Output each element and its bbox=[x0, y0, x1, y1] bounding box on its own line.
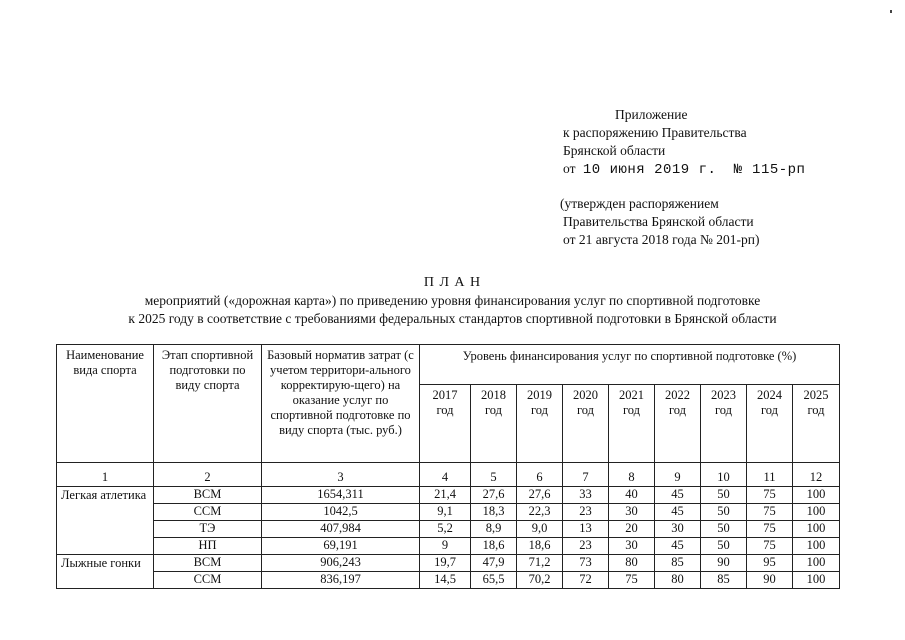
level-cell: 85 bbox=[655, 555, 701, 572]
stage-cell: ССМ bbox=[154, 504, 262, 521]
level-cell: 80 bbox=[609, 555, 655, 572]
scan-mark bbox=[890, 10, 892, 13]
level-cell: 85 bbox=[701, 572, 747, 589]
column-number: 3 bbox=[262, 463, 420, 487]
level-cell: 90 bbox=[701, 555, 747, 572]
level-cell: 9,1 bbox=[420, 504, 471, 521]
header-norm: Базовый норматив затрат (с учетом территори-ального корректирую-щего) на оказание услуг по спортивной подготовке по виду спорта (тыс. руб.) bbox=[262, 345, 420, 463]
level-cell: 9,0 bbox=[517, 521, 563, 538]
norm-cell: 1654,311 bbox=[262, 487, 420, 504]
level-cell: 65,5 bbox=[471, 572, 517, 589]
year-word: год bbox=[622, 403, 641, 417]
header-year-2024 bbox=[747, 385, 793, 463]
level-cell: 13 bbox=[563, 521, 609, 538]
year-word: год bbox=[530, 403, 549, 417]
level-cell: 70,2 bbox=[517, 572, 563, 589]
norm-cell: 836,197 bbox=[262, 572, 420, 589]
stage-cell: НП bbox=[154, 538, 262, 555]
column-number: 12 bbox=[793, 463, 840, 487]
level-cell: 73 bbox=[563, 555, 609, 572]
year-value: 2019 bbox=[527, 388, 552, 402]
year-word: год bbox=[714, 403, 733, 417]
table-header-row bbox=[57, 345, 840, 385]
header-year-2021 bbox=[609, 385, 655, 463]
sport-name-cell: Лыжные гонки bbox=[57, 555, 154, 589]
level-cell: 75 bbox=[747, 504, 793, 521]
header-year-2020 bbox=[563, 385, 609, 463]
level-cell: 50 bbox=[701, 538, 747, 555]
level-cell: 100 bbox=[793, 521, 840, 538]
year-value: 2021 bbox=[619, 388, 644, 402]
level-cell: 80 bbox=[655, 572, 701, 589]
plan-subtitle-line-1: мероприятий («дорожная карта») по приведению уровня финансирования услуг по спортивной подготовке bbox=[144, 293, 761, 308]
level-cell: 30 bbox=[609, 538, 655, 555]
norm-cell: 906,243 bbox=[262, 555, 420, 572]
year-value: 2022 bbox=[665, 388, 690, 402]
approved-line-1: (утвержден распоряжением bbox=[560, 196, 719, 211]
norm-cell: 407,984 bbox=[262, 521, 420, 538]
level-cell: 21,4 bbox=[420, 487, 471, 504]
level-cell: 23 bbox=[563, 504, 609, 521]
column-number: 10 bbox=[701, 463, 747, 487]
order-number-sign: № bbox=[733, 162, 743, 178]
header-level: Уровень финансирования услуг по спортивной подготовке (%) bbox=[420, 345, 840, 385]
level-cell: 75 bbox=[747, 487, 793, 504]
plan-heading: П Л А Н bbox=[423, 275, 482, 290]
header-year-2023 bbox=[701, 385, 747, 463]
stage-cell: ТЭ bbox=[154, 521, 262, 538]
approved-line-3: от 21 августа 2018 года № 201-рп) bbox=[563, 232, 760, 247]
level-cell: 47,9 bbox=[471, 555, 517, 572]
level-cell: 90 bbox=[747, 572, 793, 589]
level-cell: 5,2 bbox=[420, 521, 471, 538]
column-number: 8 bbox=[609, 463, 655, 487]
level-cell: 40 bbox=[609, 487, 655, 504]
level-cell: 75 bbox=[747, 538, 793, 555]
level-cell: 14,5 bbox=[420, 572, 471, 589]
table-row bbox=[57, 555, 840, 572]
column-number: 6 bbox=[517, 463, 563, 487]
level-cell: 18,6 bbox=[517, 538, 563, 555]
year-value: 2018 bbox=[481, 388, 506, 402]
header-year-2018 bbox=[471, 385, 517, 463]
table-row bbox=[57, 487, 840, 504]
header-stage: Этап спортивной подготовки по виду спорта bbox=[154, 345, 262, 463]
level-cell: 50 bbox=[701, 487, 747, 504]
plan-subtitle-line-2: к 2025 году в соответствие с требованиями федеральных стандартов спортивной подготовки в Брянской области bbox=[128, 311, 777, 326]
level-cell: 100 bbox=[793, 487, 840, 504]
year-word: год bbox=[668, 403, 687, 417]
year-value: 2023 bbox=[711, 388, 736, 402]
column-number: 11 bbox=[747, 463, 793, 487]
level-cell: 50 bbox=[701, 521, 747, 538]
level-cell: 50 bbox=[701, 504, 747, 521]
level-cell: 95 bbox=[747, 555, 793, 572]
header-year-2019 bbox=[517, 385, 563, 463]
level-cell: 100 bbox=[793, 538, 840, 555]
appendix-line-1: к распоряжению Правительства bbox=[563, 125, 747, 140]
appendix-title: Приложение bbox=[615, 107, 688, 122]
appendix-line-2: Брянской области bbox=[563, 143, 666, 158]
column-number: 4 bbox=[420, 463, 471, 487]
level-cell: 45 bbox=[655, 504, 701, 521]
level-cell: 75 bbox=[609, 572, 655, 589]
column-number: 2 bbox=[154, 463, 262, 487]
norm-cell: 69,191 bbox=[262, 538, 420, 555]
level-cell: 18,6 bbox=[471, 538, 517, 555]
level-cell: 72 bbox=[563, 572, 609, 589]
header-sport: Наименование вида спорта bbox=[57, 345, 154, 463]
year-value: 2020 bbox=[573, 388, 598, 402]
table-row bbox=[57, 572, 840, 589]
table-row bbox=[57, 521, 840, 538]
header-year-2017 bbox=[420, 385, 471, 463]
level-cell: 27,6 bbox=[517, 487, 563, 504]
level-cell: 100 bbox=[793, 555, 840, 572]
stage-cell: ВСМ bbox=[154, 487, 262, 504]
sport-name-cell: Легкая атлетика bbox=[57, 487, 154, 555]
stage-cell: ССМ bbox=[154, 572, 262, 589]
level-cell: 30 bbox=[609, 504, 655, 521]
level-cell: 45 bbox=[655, 538, 701, 555]
year-value: 2025 bbox=[803, 388, 829, 402]
year-value: 2024 bbox=[757, 388, 782, 402]
stage-cell: ВСМ bbox=[154, 555, 262, 572]
year-word: год bbox=[807, 403, 825, 417]
column-number: 7 bbox=[563, 463, 609, 487]
column-number: 5 bbox=[471, 463, 517, 487]
order-date: 10 июня 2019 г. bbox=[582, 162, 717, 178]
level-cell: 100 bbox=[793, 504, 840, 521]
level-cell: 33 bbox=[563, 487, 609, 504]
order-line bbox=[563, 160, 805, 179]
column-number: 9 bbox=[655, 463, 701, 487]
order-number: 115-рп bbox=[752, 162, 806, 178]
level-cell: 22,3 bbox=[517, 504, 563, 521]
year-word: год bbox=[576, 403, 595, 417]
level-cell: 30 bbox=[655, 521, 701, 538]
level-cell: 20 bbox=[609, 521, 655, 538]
norm-cell: 1042,5 bbox=[262, 504, 420, 521]
level-cell: 8,9 bbox=[471, 521, 517, 538]
level-cell: 71,2 bbox=[517, 555, 563, 572]
table-row bbox=[57, 538, 840, 555]
column-number: 1 bbox=[57, 463, 154, 487]
year-word: год bbox=[484, 403, 503, 417]
year-value: 2017 bbox=[432, 388, 458, 402]
year-word: год bbox=[436, 403, 454, 417]
header-year-2022 bbox=[655, 385, 701, 463]
level-cell: 18,3 bbox=[471, 504, 517, 521]
financing-table bbox=[56, 344, 840, 589]
table-row bbox=[57, 504, 840, 521]
header-year-2025 bbox=[793, 385, 840, 463]
order-prefix: от bbox=[563, 161, 576, 176]
level-cell: 45 bbox=[655, 487, 701, 504]
level-cell: 23 bbox=[563, 538, 609, 555]
level-cell: 9 bbox=[420, 538, 471, 555]
level-cell: 27,6 bbox=[471, 487, 517, 504]
level-cell: 100 bbox=[793, 572, 840, 589]
level-cell: 75 bbox=[747, 521, 793, 538]
year-word: год bbox=[760, 403, 779, 417]
table-column-numbers-row bbox=[57, 463, 840, 487]
approved-line-2: Правительства Брянской области bbox=[563, 214, 754, 229]
level-cell: 19,7 bbox=[420, 555, 471, 572]
